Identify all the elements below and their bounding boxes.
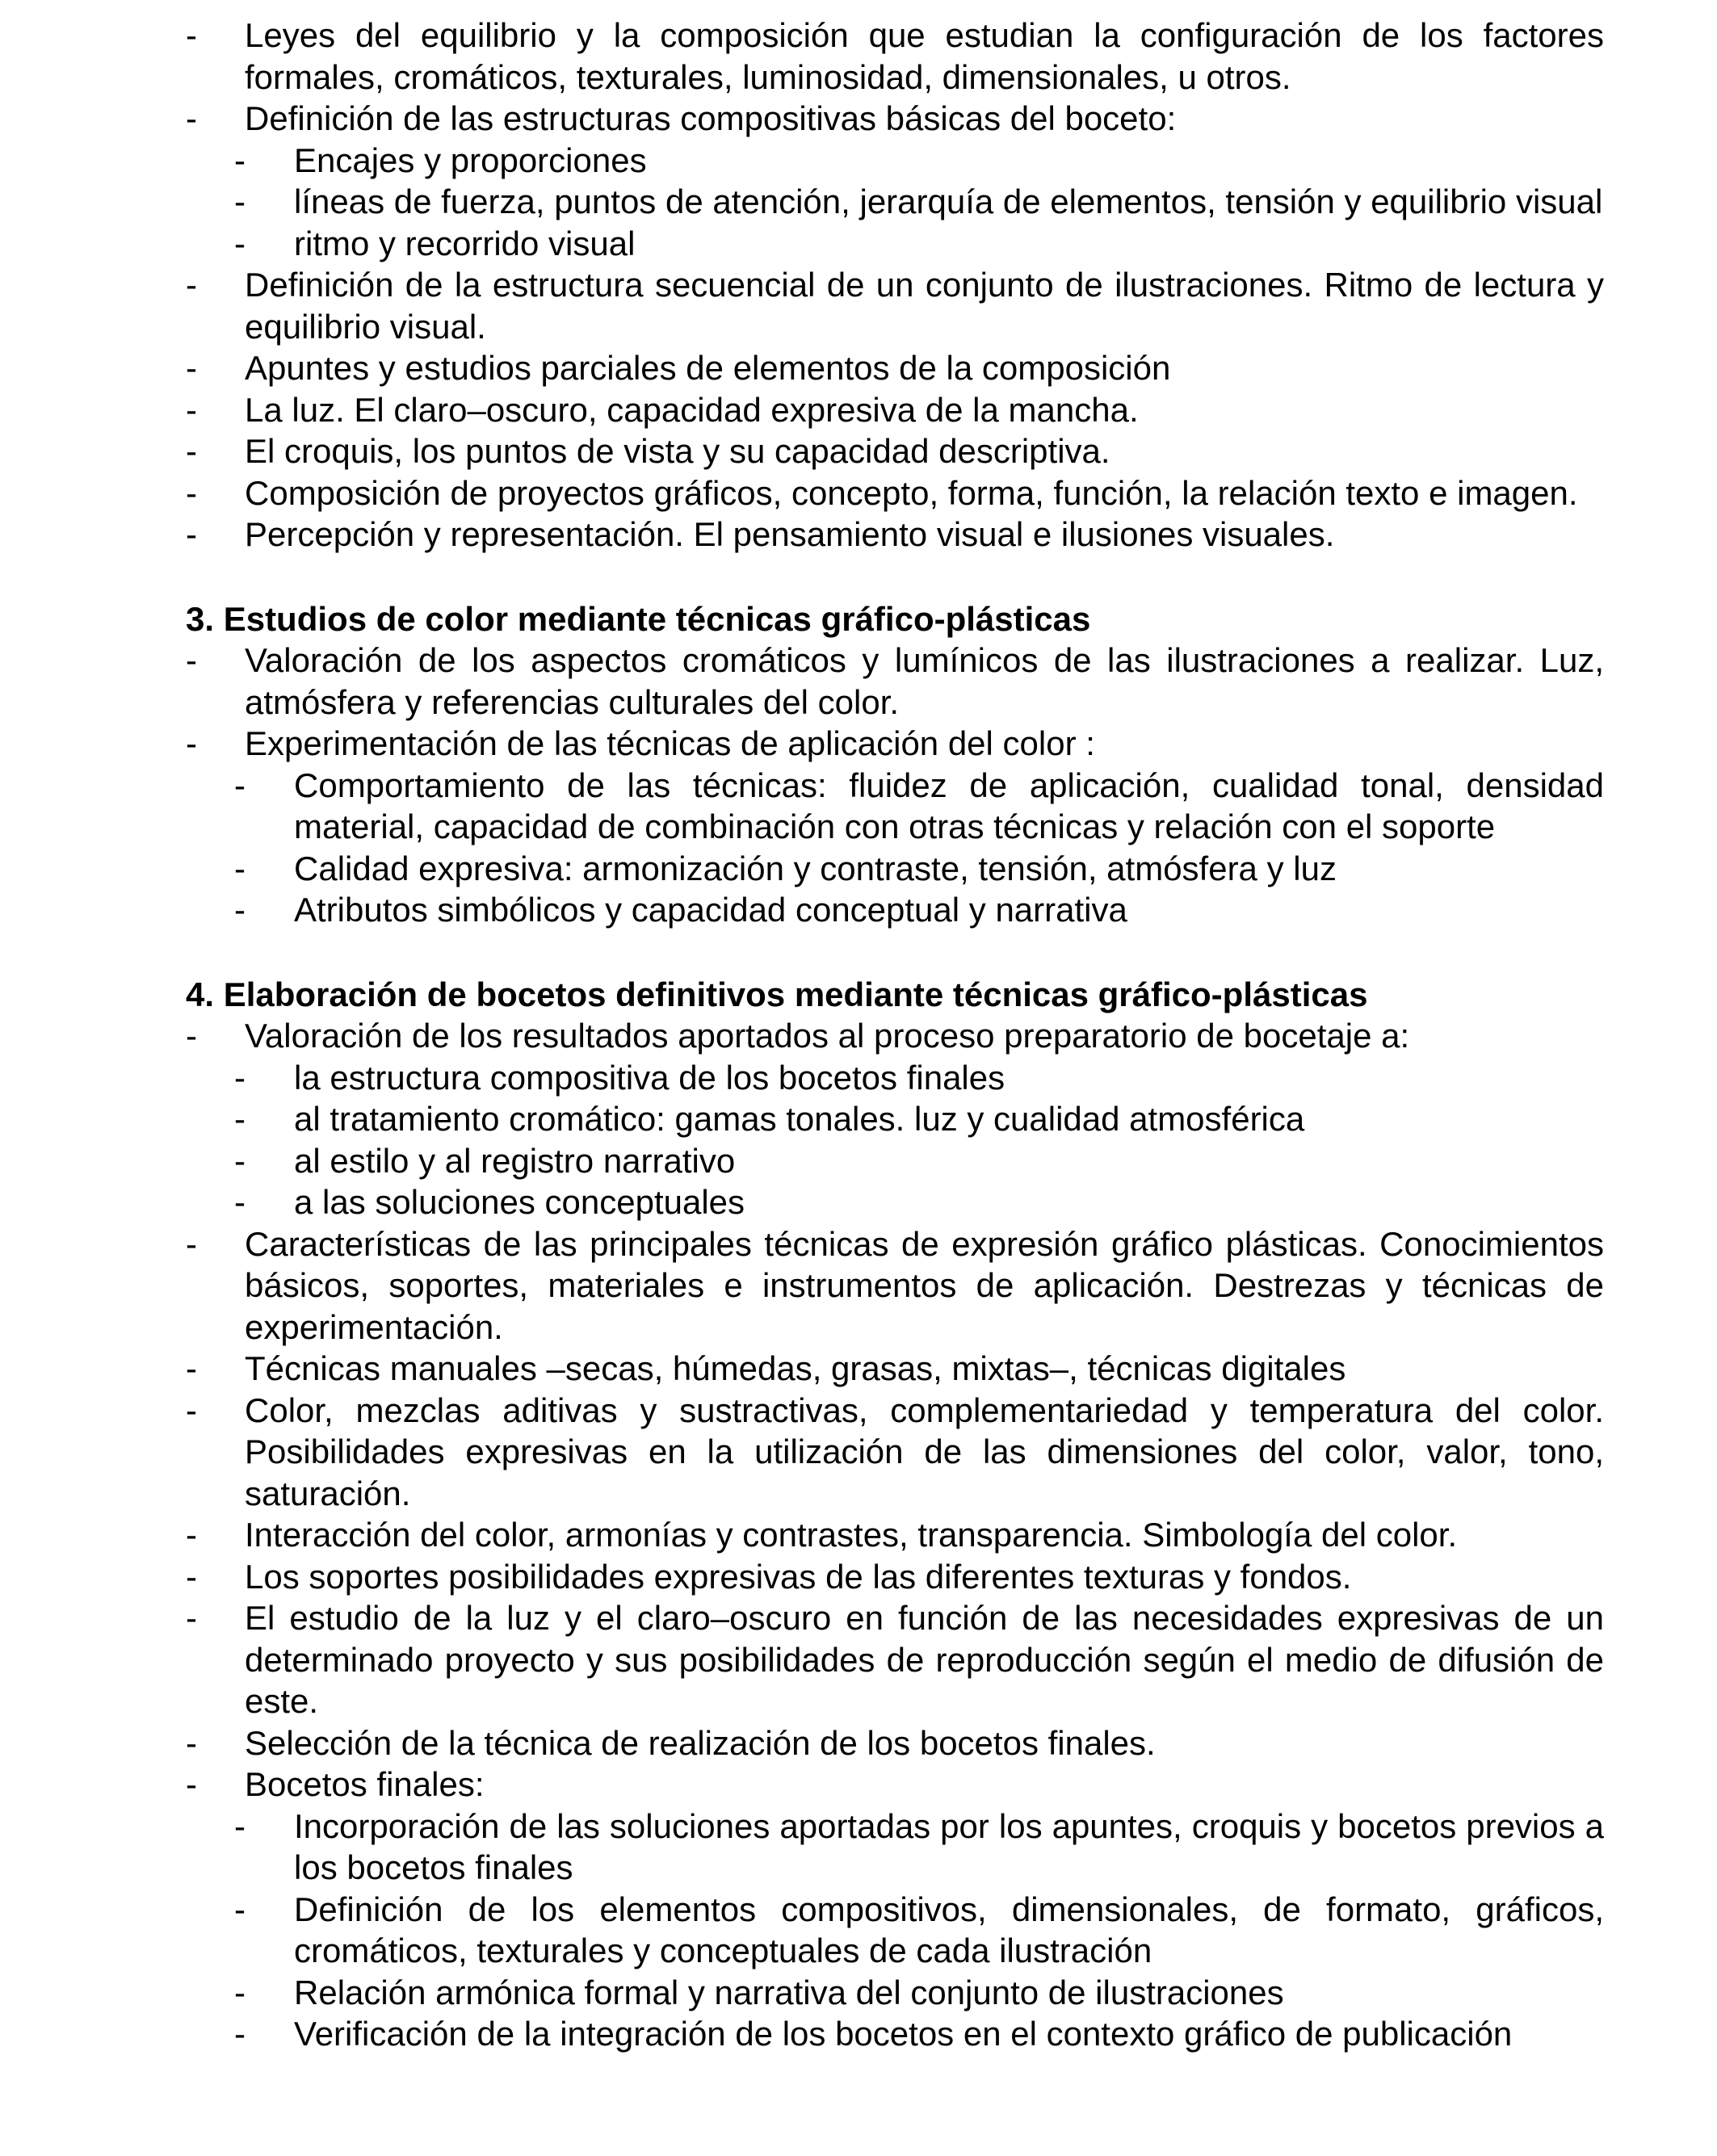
list-item-text: al estilo y al registro narrativo [294, 1141, 736, 1180]
list-item-text: ritmo y recorrido visual [294, 224, 636, 262]
list-item-text: Valoración de los resultados aportados al proceso preparatorio de bocetaje a: [245, 1017, 1410, 1055]
section-spacer [186, 931, 1604, 974]
list-item-text: El estudio de la luz y el claro–oscuro en función de las necesidades expresivas de un determinado proyecto y sus posibilidades de reproducción según el medio de difusión de este. [245, 1599, 1604, 1720]
list-item-text: Incorporación de las soluciones aportadas por los apuntes, croquis y bocetos previos a los bocetos finales [294, 1806, 1604, 1886]
bullet-dash: - [186, 1516, 197, 1554]
list-item-text: Definición de las estructuras compositivas básicas del boceto: [245, 99, 1177, 137]
bullet-dash: - [186, 1557, 197, 1596]
bullet-dash: - [186, 1599, 197, 1637]
list-item [186, 430, 1604, 472]
bullet-dash: - [186, 16, 197, 54]
document-body [186, 15, 1604, 2055]
list-item-text: Definición de los elementos compositivos, dimensionales, de formato, gráficos, cromáticos, texturales y conceptuales de cada ilustración [294, 1890, 1604, 1969]
bullet-dash: - [186, 1017, 197, 1055]
list-item [186, 389, 1604, 431]
bullet-dash: - [186, 515, 197, 553]
list-item-text: la estructura compositiva de los bocetos finales [294, 1058, 1005, 1097]
sub-list-item [186, 140, 1604, 182]
bullet-dash: - [234, 1973, 246, 2011]
sub-list-item [186, 1972, 1604, 2014]
bullet-dash: - [234, 224, 246, 262]
list-item [186, 98, 1604, 140]
list-item [186, 1223, 1604, 1349]
list-item-text: Calidad expresiva: armonización y contraste, tensión, atmósfera y luz [294, 849, 1337, 887]
bullet-dash: - [186, 724, 197, 762]
list-item [186, 1514, 1604, 1556]
list-item-text: La luz. El claro–oscuro, capacidad expresiva de la mancha. [245, 390, 1139, 429]
list-item-text: Valoración de los aspectos cromáticos y lumínicos de las ilustraciones a realizar. Luz, atmósfera y referencias culturales del color. [245, 641, 1604, 721]
list-item [186, 472, 1604, 514]
bullet-dash: - [186, 1765, 197, 1803]
list-item-text: Percepción y representación. El pensamiento visual e ilusiones visuales. [245, 515, 1335, 553]
list-item-text: Características de las principales técnicas de expresión gráfico plásticas. Conocimientos básicos, soportes, materiales e instrumentos de aplicación. Destrezas y técnicas de experimentación. [245, 1224, 1604, 1346]
list-item [186, 1390, 1604, 1515]
sub-list-item [186, 1806, 1604, 1889]
list-item [186, 264, 1604, 347]
list-item-text: Encajes y proporciones [294, 141, 647, 179]
list-item-text: Apuntes y estudios parciales de elementos de la composición [245, 349, 1171, 387]
bullet-dash: - [234, 766, 246, 804]
sub-list-item [186, 1889, 1604, 1972]
sub-list-item [186, 1057, 1604, 1099]
bullet-dash: - [234, 2015, 246, 2053]
bullet-dash: - [234, 1183, 246, 1221]
list-item-text: Comportamiento de las técnicas: fluidez de aplicación, cualidad tonal, densidad material, capacidad de combinación con otras técnicas y relación con el soporte [294, 766, 1604, 845]
sub-list-item [186, 765, 1604, 848]
list-item [186, 723, 1604, 765]
sub-list-item [186, 889, 1604, 931]
bullet-dash: - [186, 641, 197, 679]
bullet-dash: - [186, 473, 197, 512]
list-item-text: Selección de la técnica de realización de los bocetos finales. [245, 1723, 1156, 1762]
sub-list-item [186, 2013, 1604, 2055]
list-item-text: Definición de la estructura secuencial de un conjunto de ilustraciones. Ritmo de lectura y equilibrio visual. [245, 266, 1604, 346]
bullet-dash: - [186, 349, 197, 387]
list-item-text: Bocetos finales: [245, 1765, 485, 1803]
list-item-text: Interacción del color, armonías y contrastes, transparencia. Simbología del color. [245, 1516, 1458, 1554]
sub-list-item [186, 1181, 1604, 1223]
bullet-dash: - [234, 182, 246, 220]
sub-list-item [186, 1098, 1604, 1140]
list-item [186, 1722, 1604, 1764]
list-item-text: al tratamiento cromático: gamas tonales. luz y cualidad atmosférica [294, 1100, 1305, 1138]
list-item [186, 347, 1604, 389]
list-item-text: Atributos simbólicos y capacidad conceptual y narrativa [294, 891, 1127, 929]
list-item [186, 1015, 1604, 1057]
list-item-text: Verificación de la integración de los bocetos en el contexto gráfico de publicación [294, 2015, 1513, 2053]
bullet-dash: - [234, 891, 246, 929]
bullet-dash: - [234, 1806, 246, 1845]
bullet-dash: - [186, 266, 197, 304]
list-item-text: Leyes del equilibrio y la composición que estudian la configuración de los factores formales, cromáticos, texturales, luminosidad, dimensionales, u otros. [245, 16, 1604, 96]
bullet-dash: - [186, 1224, 197, 1263]
sub-list-item [186, 848, 1604, 890]
list-item [186, 1556, 1604, 1598]
list-item-text: Técnicas manuales –secas, húmedas, grasas, mixtas–, técnicas digitales [245, 1349, 1346, 1387]
bullet-dash: - [186, 1349, 197, 1387]
list-item-text: Color, mezclas aditivas y sustractivas, complementariedad y temperatura del color. Posibilidades expresivas en la utilización de las dimensiones del color, valor, tono, saturación. [245, 1390, 1604, 1512]
section-heading: 4. Elaboración de bocetos definitivos mediante técnicas gráfico-plásticas [186, 975, 1368, 1013]
bullet-dash: - [234, 141, 246, 179]
list-item [186, 640, 1604, 723]
bullet-dash: - [186, 390, 197, 429]
list-item [186, 15, 1604, 98]
sub-list-item [186, 1140, 1604, 1182]
bullet-dash: - [186, 432, 197, 470]
bullet-dash: - [186, 1723, 197, 1762]
list-item [186, 1597, 1604, 1722]
bullet-dash: - [234, 1890, 246, 1928]
bullet-dash: - [186, 1390, 197, 1429]
bullet-dash: - [234, 1100, 246, 1138]
bullet-dash: - [234, 849, 246, 887]
bullet-dash: - [186, 99, 197, 137]
list-item-text: Experimentación de las técnicas de aplicación del color : [245, 724, 1095, 762]
list-item-text: Relación armónica formal y narrativa del conjunto de ilustraciones [294, 1973, 1284, 2011]
list-item-text: El croquis, los puntos de vista y su capacidad descriptiva. [245, 432, 1110, 470]
list-item-text: Composición de proyectos gráficos, concepto, forma, función, la relación texto e imagen. [245, 473, 1578, 512]
list-item [186, 514, 1604, 556]
list-item [186, 1764, 1604, 1806]
sub-list-item [186, 223, 1604, 265]
bullet-dash: - [234, 1141, 246, 1180]
list-item-text: Los soportes posibilidades expresivas de las diferentes texturas y fondos. [245, 1557, 1352, 1596]
list-item-text: a las soluciones conceptuales [294, 1183, 745, 1221]
list-item [186, 1348, 1604, 1390]
sub-list-item [186, 181, 1604, 223]
list-item-text: líneas de fuerza, puntos de atención, jerarquía de elementos, tensión y equilibrio visual [294, 182, 1603, 220]
bullet-dash: - [234, 1058, 246, 1097]
section-heading: 3. Estudios de color mediante técnicas gráfico-plásticas [186, 599, 1091, 638]
section-spacer [186, 556, 1604, 598]
